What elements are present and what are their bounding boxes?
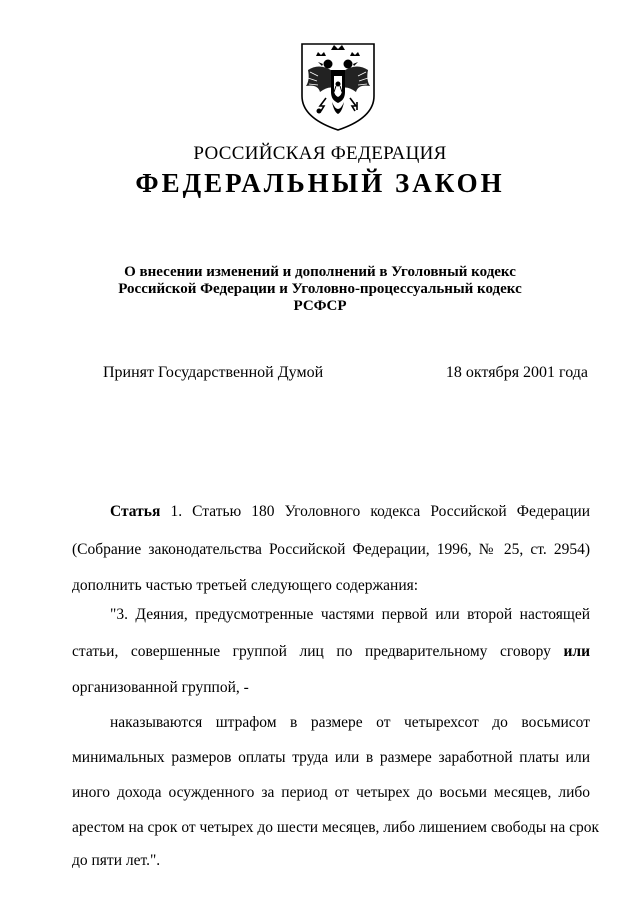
country-name: РОССИЙСКАЯ ФЕДЕРАЦИЯ [193, 143, 447, 164]
adoption-date: 18 октября 2001 года [445, 364, 588, 381]
article-1-line: дополнить частью третьей следующего содержания: [72, 577, 419, 594]
penalty-line: арестом на срок от четырех до шести месяцев, либо лишением свободы на срок [72, 819, 599, 836]
quote-or-word: или [563, 643, 591, 660]
document-type: ФЕДЕРАЛЬНЫЙ ЗАКОН [135, 168, 505, 198]
adopted-by: Принят Государственной Думой [103, 364, 324, 381]
penalty-line: иного дохода осужденного за период от четырех до восьми месяцев, либо [72, 784, 590, 801]
article-1-line [110, 503, 590, 521]
article-label: Статья [110, 503, 161, 520]
article-1-line: (Собрание законодательства Российской Федерации, 1996, № 25, ст. 2954) [72, 541, 590, 558]
title-line: О внесении изменений и дополнений в Уголовный кодекс [124, 264, 516, 280]
title-line: Российской Федерации и Уголовно-процессуальный кодекс [118, 281, 522, 297]
russian-coat-of-arms-icon [298, 40, 378, 132]
article-text: Статью 180 Уголовного кодекса Российской Федерации [192, 503, 591, 520]
quote-line: статьи, совершенные группой лиц по предварительному сговору или [72, 643, 591, 660]
penalty-line: минимальных размеров оплаты труда или в размере заработной платы или [72, 749, 590, 766]
article-number: 1. [170, 503, 183, 520]
quote-line: "3. Деяния, предусмотренные частями первой или второй настоящей [110, 606, 590, 623]
document-title [70, 264, 570, 315]
penalty-line: наказываются штрафом в размере от четырехсот до восьмисот [110, 714, 591, 731]
penalty-line: до пяти лет.". [72, 852, 161, 869]
title-line: РСФСР [293, 298, 347, 314]
penalty-to: до восьмисот [492, 714, 591, 731]
quote-line: организованной группой, - [72, 679, 249, 696]
